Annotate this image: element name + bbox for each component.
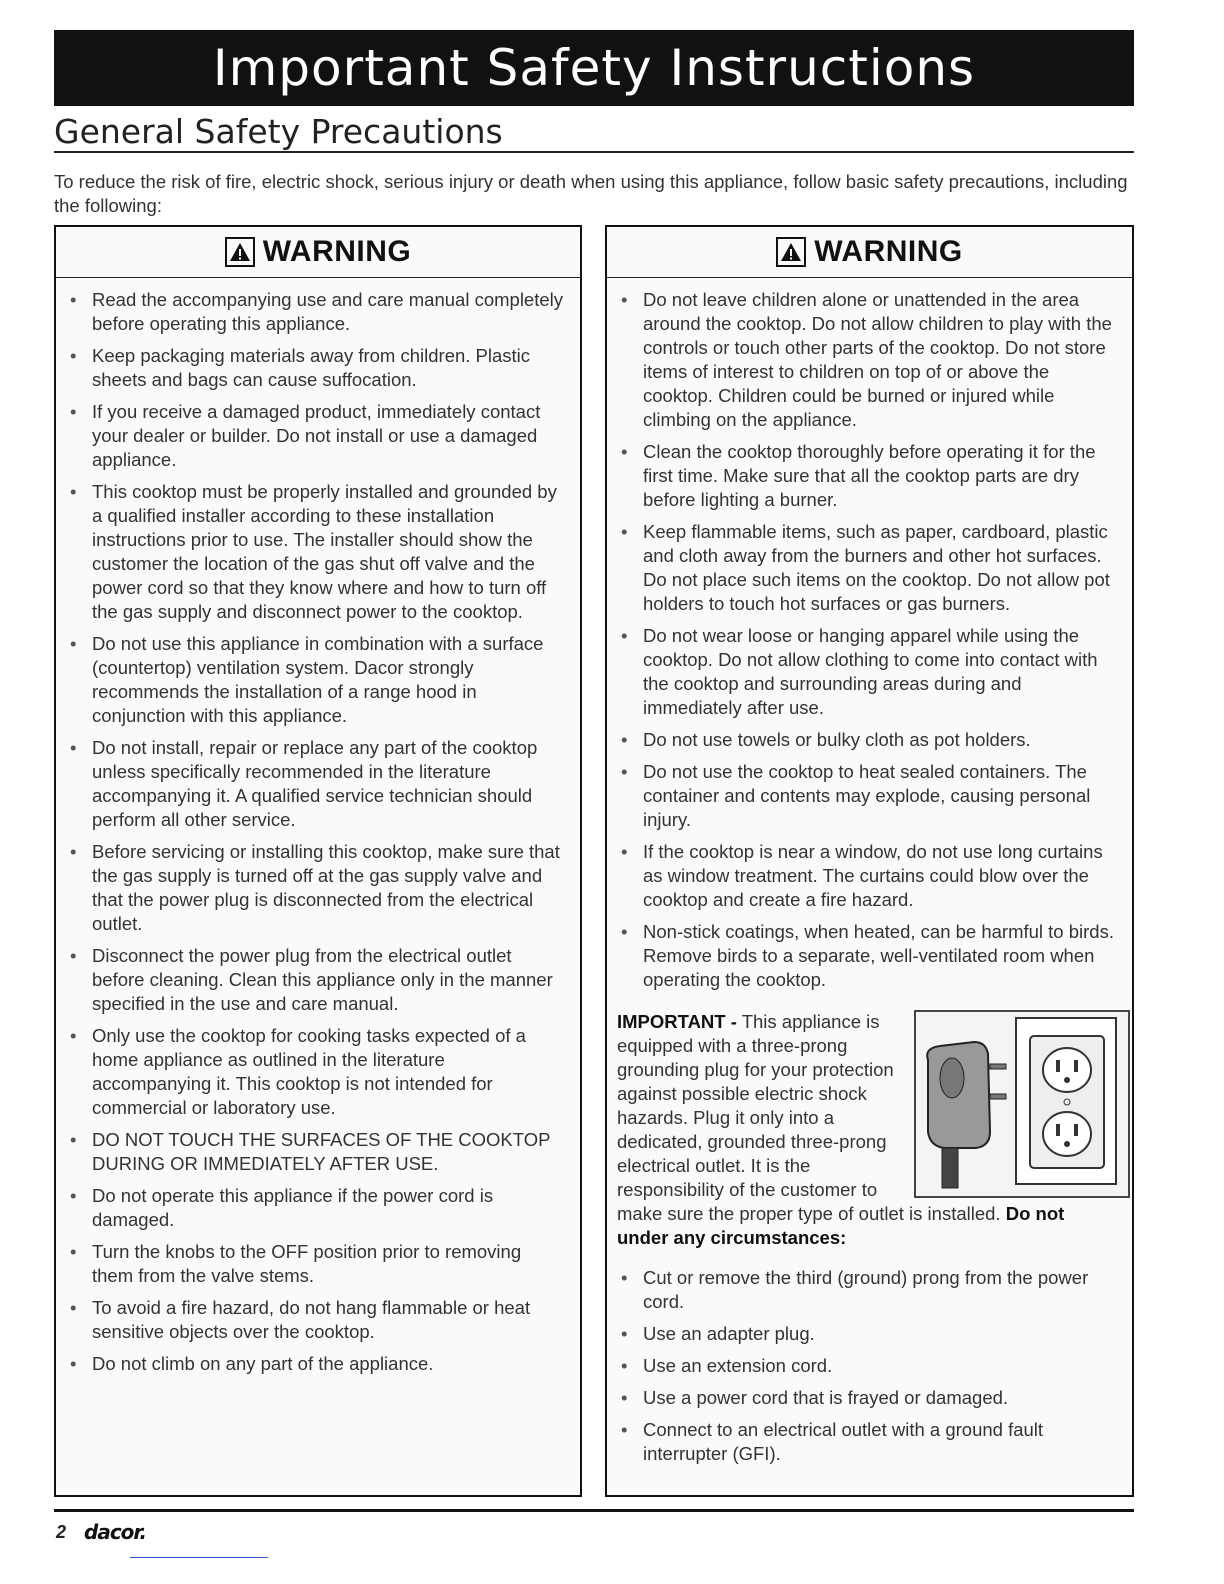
list-item: • Do not leave children alone or unattended in the area around the cooktop. Do not allow children to play with the controls or touch other parts of the cooktop. Do not store items of interest to children on top of or above the cooktop. Children could be burned or injured while climbing on the appliance. xyxy=(617,288,1118,432)
list-item: • Do not climb on any part of the appliance. xyxy=(66,1352,566,1376)
list-item: • Do not use towels or bulky cloth as pot holders. xyxy=(617,728,1118,752)
title-banner xyxy=(54,30,1134,106)
list-item: • If you receive a damaged product, immediately contact your dealer or builder. Do not install or use a damaged appliance. xyxy=(66,400,566,472)
list-item: • Turn the knobs to the OFF position prior to removing them from the valve stems. xyxy=(66,1240,566,1288)
warning-box-left xyxy=(54,225,582,1497)
warning-list xyxy=(56,278,580,1376)
list-item: • DO NOT TOUCH THE SURFACES OF THE COOKTOP DURING OR IMMEDIATELY AFTER USE. xyxy=(66,1128,566,1176)
warning-label: WARNING xyxy=(262,235,412,268)
warning-list xyxy=(607,278,1132,992)
list-item: • Use an extension cord. xyxy=(617,1354,1118,1378)
intro-paragraph: To reduce the risk of fire, electric shock, serious injury or death when using this appliance, follow basic safety precautions, including the following: xyxy=(54,171,1128,216)
list-item: • Connect to an electrical outlet with a ground fault interrupter (GFI). xyxy=(617,1418,1118,1466)
list-item: • This cooktop must be properly installed and grounded by a qualified installer according to these installation instructions prior to use. The installer should show the customer the location of the gas shut off valve and the power cord so that they know where and how to turn off the gas supply and disconnect power to the cooktop. xyxy=(66,480,566,624)
grounded-plug-outlet-illustration xyxy=(914,1010,1130,1198)
list-item: • Use an adapter plug. xyxy=(617,1322,1118,1346)
list-item: • To avoid a fire hazard, do not hang flammable or heat sensitive objects over the cooktop. xyxy=(66,1296,566,1344)
section-title: General Safety Precautions xyxy=(54,112,503,151)
prohibited-actions-list xyxy=(607,1250,1132,1466)
warning-header xyxy=(607,227,1132,278)
brand-logo: dacor. xyxy=(84,1520,147,1544)
list-item: • Use a power cord that is frayed or damaged. xyxy=(617,1386,1118,1410)
list-item: • If the cooktop is near a window, do not use long curtains as window treatment. The curtains could blow over the cooktop and create a fire hazard. xyxy=(617,840,1118,912)
list-item: • Do not install, repair or replace any part of the cooktop unless specifically recommended in the literature accompanying it. A qualified service technician should perform all other service. xyxy=(66,736,566,832)
warning-triangle-icon xyxy=(776,237,806,267)
warning-triangle-icon xyxy=(225,237,255,267)
list-item: • Read the accompanying use and care manual completely before operating this appliance. xyxy=(66,288,566,336)
warning-box-right xyxy=(605,225,1134,1497)
footer-divider xyxy=(54,1509,1134,1512)
list-item: • Do not use the cooktop to heat sealed containers. The container and contents may explode, causing personal injury. xyxy=(617,760,1118,832)
page-title: Important Safety Instructions xyxy=(212,39,976,97)
list-item: • Clean the cooktop thoroughly before operating it for the first time. Make sure that all the cooktop parts are dry before lighting a burner. xyxy=(617,440,1118,512)
important-note xyxy=(607,1000,1132,1250)
list-item: • Non-stick coatings, when heated, can be harmful to birds. Remove birds to a separate, well-ventilated room when operating the cooktop. xyxy=(617,920,1118,992)
list-item: • Keep packaging materials away from children. Plastic sheets and bags can cause suffocation. xyxy=(66,344,566,392)
list-item: • Do not use this appliance in combination with a surface (countertop) ventilation system. Dacor strongly recommends the installation of a range hood in conjunction with this appliance. xyxy=(66,632,566,728)
important-text: This appliance is equipped with a three-prong grounding plug for your protection against possible electric shock hazards. Plug it only into a dedicated, grounded three-prong electrical outlet. It is the responsibility of the customer to make sure the proper type of outlet is installed. xyxy=(617,1011,1006,1224)
important-bold-text: Do not under any circumstances: xyxy=(617,1203,1065,1248)
warning-header xyxy=(56,227,580,278)
list-item: • Cut or remove the third (ground) prong from the power cord. xyxy=(617,1266,1118,1314)
list-item: • Before servicing or installing this cooktop, make sure that the gas supply is turned off at the gas supply valve and that the power plug is disconnected from the electrical outlet. xyxy=(66,840,566,936)
list-item: • Disconnect the power plug from the electrical outlet before cleaning. Clean this appliance only in the manner specified in the use and care manual. xyxy=(66,944,566,1016)
list-item: • Only use the cooktop for cooking tasks expected of a home appliance as outlined in the literature accompanying it. This cooktop is not intended for commercial or laboratory use. xyxy=(66,1024,566,1120)
list-item: • Do not operate this appliance if the power cord is damaged. xyxy=(66,1184,566,1232)
section-divider xyxy=(54,151,1134,153)
footer-underline xyxy=(130,1557,268,1558)
page-number: 2 xyxy=(56,1522,67,1542)
important-label: IMPORTANT - xyxy=(617,1011,737,1032)
list-item: • Do not wear loose or hanging apparel while using the cooktop. Do not allow clothing to come into contact with the cooktop and surrounding areas during and immediately after use. xyxy=(617,624,1118,720)
list-item: • Keep flammable items, such as paper, cardboard, plastic and cloth away from the burners and other hot surfaces. Do not place such items on the cooktop. Do not allow pot holders to touch hot surfaces or gas burners. xyxy=(617,520,1118,616)
warning-label: WARNING xyxy=(814,235,963,268)
